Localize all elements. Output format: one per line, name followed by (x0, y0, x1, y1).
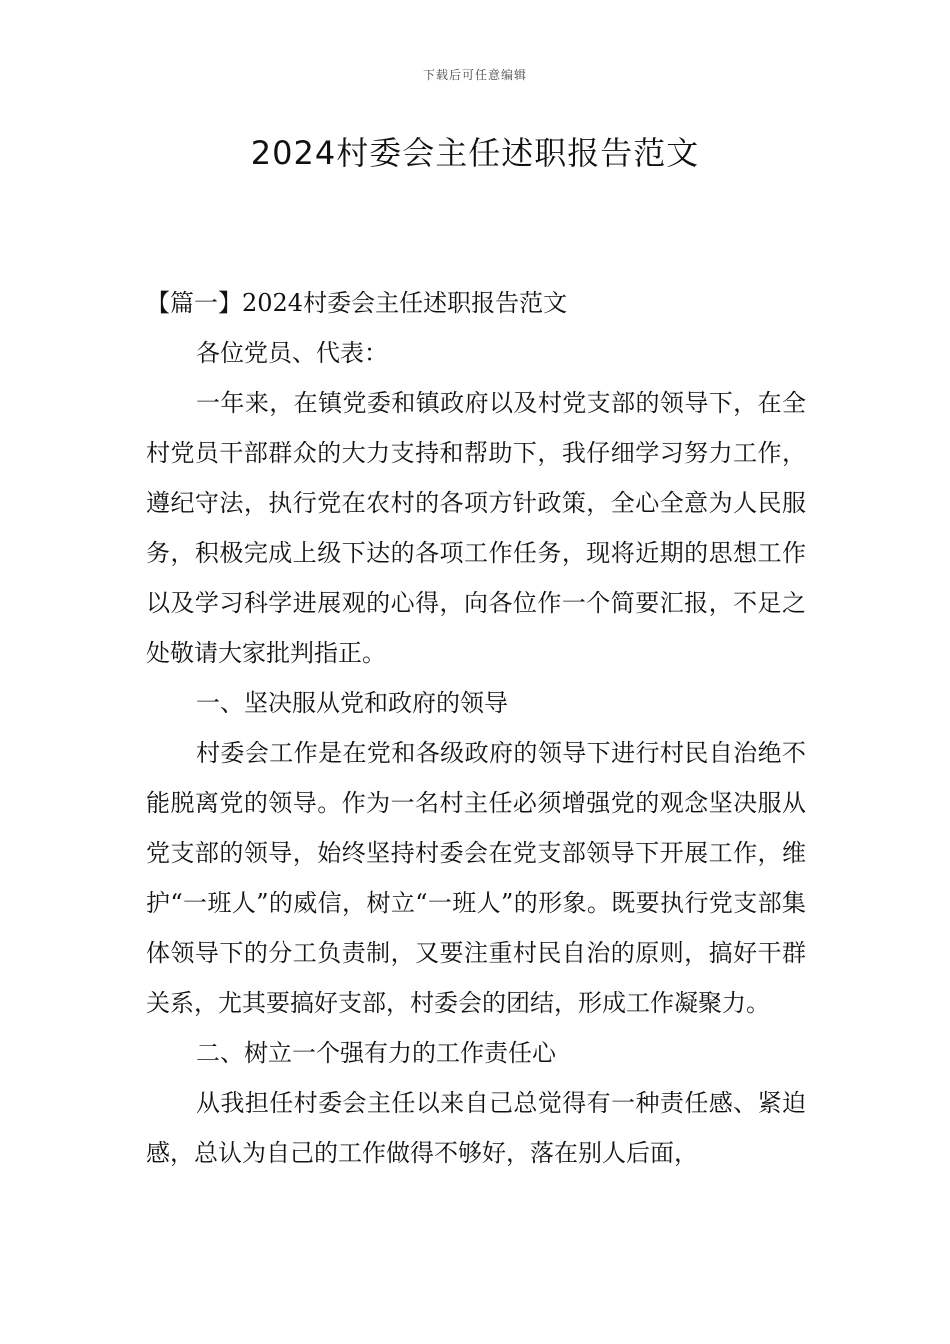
section-label: 【篇一】2024村委会主任述职报告范文 (146, 289, 568, 317)
section-heading-1: 一、坚决服从党和政府的领导 (196, 689, 508, 717)
document-title: 2024村委会主任述职报告范文 (250, 134, 700, 172)
paragraph-section-2: 从我担任村委会主任以来自己总觉得有一种责任感、紧迫感，总认为自己的工作做得不够好，落在别人后面， (146, 1089, 806, 1167)
document-body (146, 278, 806, 1178)
paragraph-intro: 一年来，在镇党委和镇政府以及村党支部的领导下，在全村党员干部群众的大力支持和帮助下，我仔细学习努力工作，遵纪守法，执行党在农村的各项方针政策，全心全意为人民服务，积极完成上级下达的各项工作任务，现将近期的思想工作以及学习科学进展观的心得，向各位作一个简要汇报，不足之处敬请大家批判指正。 (146, 389, 806, 667)
header-note: 下载后可任意编辑 (422, 68, 527, 82)
section-heading-2: 二、树立一个强有力的工作责任心 (196, 1039, 556, 1067)
paragraph-section-1: 村委会工作是在党和各级政府的领导下进行村民自治绝不能脱离党的领导。作为一名村主任必须增强党的观念坚决服从党支部的领导，始终坚持村委会在党支部领导下开展工作，维护“一班人”的威信，树立“一班人”的形象。既要执行党支部集体领导下的分工负责制，又要注重村民自治的原则，搞好干群关系，尤其要搞好支部，村委会的团结，形成工作凝聚力。 (146, 739, 806, 1017)
greeting: 各位党员、代表： (196, 339, 388, 367)
